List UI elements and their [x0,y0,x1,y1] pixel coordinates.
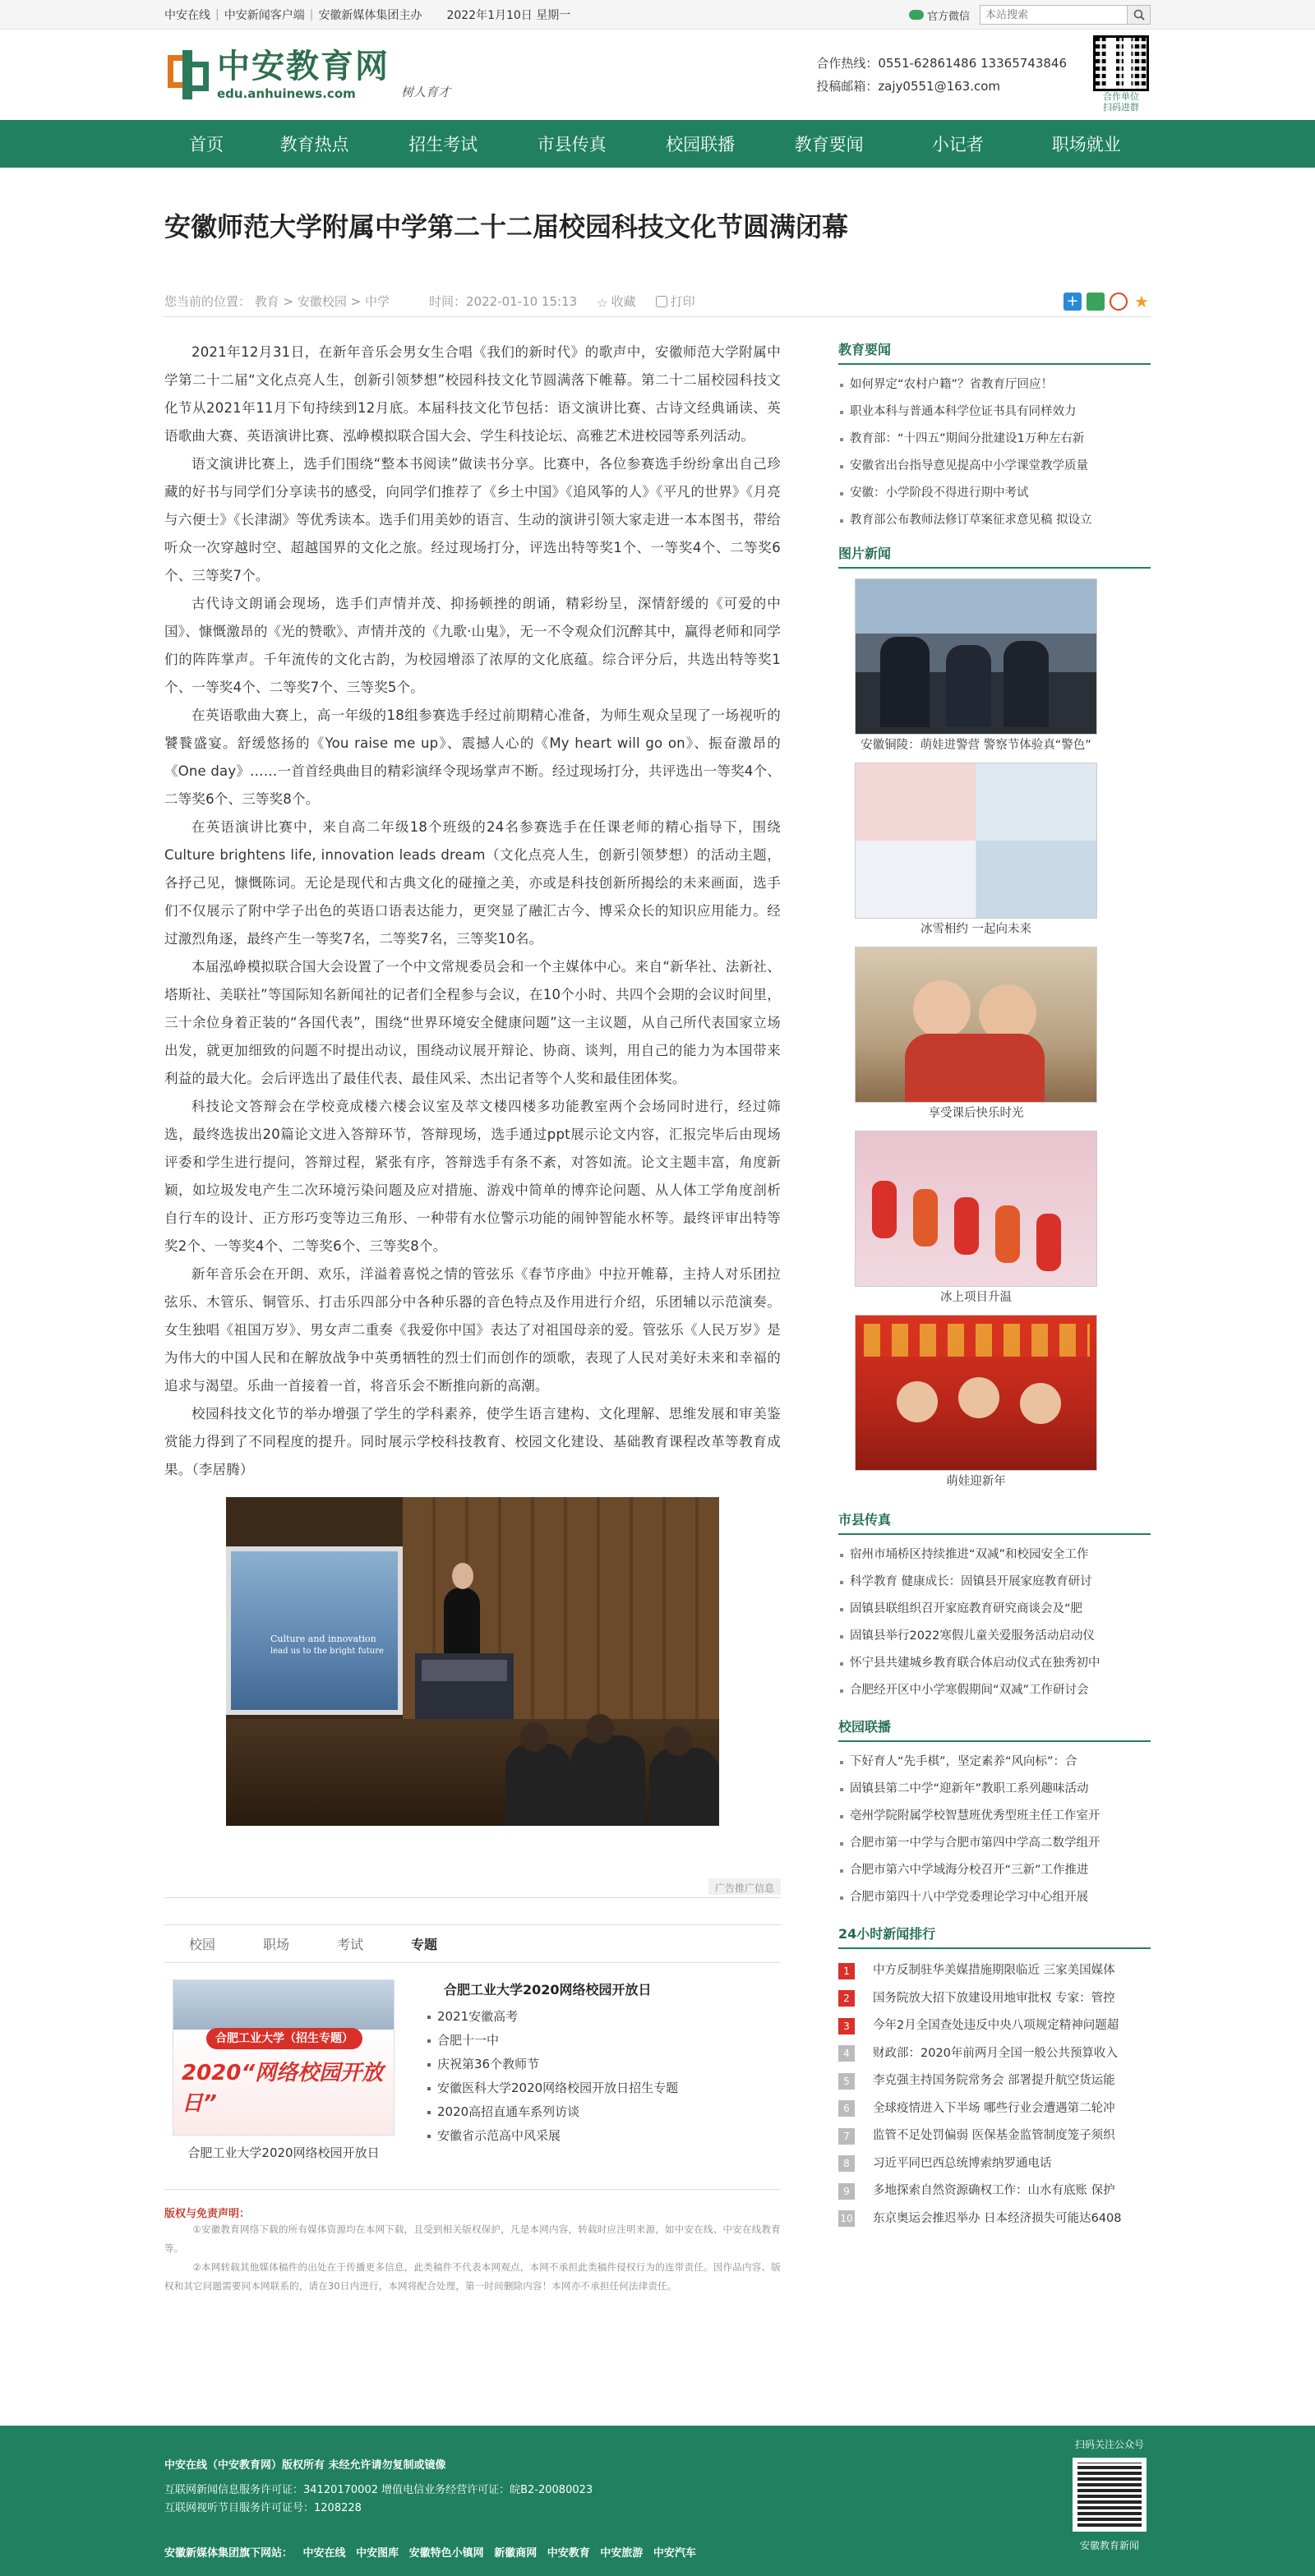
copyright-title: 版权与免责声明： [164,2208,251,2220]
wechat-link[interactable] [909,7,970,23]
list-item[interactable]: 科学教育 健康成长：固镇县开展家庭教育研讨 [838,1569,1151,1596]
hotline: 合作热线：0551-62861486 13365743846 [816,56,1067,71]
rank-item[interactable] [838,2040,1151,2068]
logo-cn: 中安教育网 [217,47,390,85]
rank-number: 9 [838,2183,855,2200]
section-title-yaowen[interactable]: 教育要闻 [838,342,892,357]
footer-link[interactable]: 中安教育 [547,2547,590,2560]
photo-news-item[interactable] [855,947,1097,1124]
top-links: 中安在线 | 中安新闻客户端 | 安徽新媒体集团主办 2022年1月10日 星期一 [164,8,571,22]
nav-home[interactable]: 首页 [189,135,224,154]
photo-caption[interactable]: 安徽铜陵：萌娃进警营 警察节体验真“警色” [861,739,1091,752]
main-nav [0,120,1315,168]
header-qr [1091,35,1151,114]
top-bar [0,0,1315,30]
rank-item[interactable] [838,2095,1151,2123]
special-image-title: 2020“网络校园开放日” [182,2061,384,2116]
rank-title[interactable]: 财政部：2020年前两月全国一般公共预算收入 [873,2046,1118,2060]
list-item[interactable]: 固镇县举行2022寒假儿童关爱服务活动启动仪 [838,1623,1151,1650]
list-item[interactable]: 安徽：小学阶段不得进行期中考试 [838,480,1151,507]
photo-caption[interactable]: 冰雪相约 一起向未来 [920,923,1032,936]
photo-news-item[interactable] [855,578,1097,756]
photo-ice[interactable] [855,763,1097,919]
site-logo[interactable] [168,48,450,101]
list-item[interactable]: 合肥十一中 [427,2029,678,2053]
topic-tabs [164,1925,781,1963]
collect-button[interactable]: ☆ 收藏 [597,293,636,311]
search-button[interactable] [1128,5,1151,25]
share-wechat-icon[interactable] [1087,293,1105,311]
special-feature[interactable] [173,1979,394,2161]
rank-item[interactable] [838,2012,1151,2040]
list-item[interactable]: 教育部公布教师法修订草案征求意见稿 拟设立 [838,507,1151,534]
list-item[interactable]: 安徽省出台指导意见提高中小学课堂教学质量 [838,453,1151,480]
speaker-figure [444,1588,480,1653]
article-paragraph: 校园科技文化节的举办增强了学生的学科素养，使学生语言建构、文化理解、思维发展和审美鉴赏能力得到了不同程度的提升。同时展示学校科技教育、校园文化建设、基础教育课程改革等教育成果。（李居腾） [164,1406,781,1477]
article-body [164,339,781,2296]
article-paragraph: 科技论文答辩会在学校竟成楼六楼会议室及萃文楼四楼多功能教室两个会场同时进行，经过筛选，最终选拔出20篇论文进入答辩环节，答辩现场，选手通过ppt展示论文内容，汇报完毕后由现场评委和学生进行提问，答辩过程，紧张有序，答辩选手有条不紊，对答如流。论文主题丰富，角度新颖，如垃圾发电产生二次环境污染问题及应对措施、游戏中简单的博弈论问题、从人体工学角度剖析自行车的设计、正方形巧变等边三角形、一种带有水位警示功能的闹钟智能水杯等。最终评审出特等奖2个、一等奖4个、二等奖6个、三等奖8个。 [164,1099,781,1254]
photo-caption[interactable]: 冰上项目升温 [940,1291,1012,1304]
yaowen-list [838,371,1151,534]
publish-time: 时间：2022-01-10 15:13 [428,294,578,309]
ad-tag [164,1878,781,1898]
nav-hot[interactable]: 教育热点 [279,135,349,154]
footer-qr [1068,2437,1151,2552]
rank-item[interactable] [838,2150,1151,2178]
article-paragraph: 在英语歌曲大赛上，高一年级的18组参赛选手经过前期精心准备，为师生观众呈现了一场视听的饕餮盛宴。舒缓悠扬的《You raise me up》、震撼人心的《My heart will go on》、振奋激昂的《One day》……一首首经典曲目的精彩演绎令现场掌声不断。经过现场打分，共评选出一等奖4个、二等奖6个、三等奖8个。 [164,707,781,807]
article-paragraph: 在英语演讲比赛中，来自高二年级18个班级的24名参赛选手在任课老师的精心指导下，围绕Culture brightens life, innovation leads dream（文化点亮人生，创新引领梦想）的活动主题，各抒己见，慷慨陈词。无论是现代和古典文化的碰撞之美，亦或是科技创新所揭绘的未来画面，选手们不仅展示了附中学子出色的英语口语表达能力，更突显了融汇古今、博采众长的知识应用能力。经过激烈角逐，最终产生一等奖7名，二等奖7名，三等奖10名。 [164,819,781,947]
photo-kids[interactable] [855,947,1097,1103]
contact-info [816,52,1067,98]
logo-slogan: 树人育才 [401,84,451,99]
special-list [427,1979,678,2161]
rank-title[interactable]: 国务院放大招下放建设用地审批权 专家：管控 [873,1991,1115,2005]
rank-title[interactable]: 全球疫情进入下半场 哪些行业会遭遇第二轮冲 [873,2101,1115,2115]
list-item[interactable]: 固镇县联组织召开家庭教育研究商谈会及“肥 [838,1596,1151,1623]
list-item[interactable]: 怀宁县共建城乡教育联合体启动仪式在独秀初中 [838,1650,1151,1677]
list-item[interactable]: 固镇县第二中学“迎新年”教职工系列趣味活动 [838,1776,1151,1803]
ad-tag-label: 广告推广信息 [708,1878,781,1895]
nav-reporter[interactable]: 小记者 [931,135,984,154]
rank-title[interactable]: 东京奥运会推迟举办 日本经济损失可能达6408 [873,2211,1122,2225]
logo-mark-icon [168,50,209,99]
footer-links [164,2544,703,2560]
logo-en: edu.anhuinews.com [217,86,356,101]
list-item[interactable]: 职业本科与普通本科学位证书具有同样效力 [838,399,1151,426]
list-item[interactable]: 宿州市埇桥区持续推进“双减”和校园安全工作 [838,1541,1151,1569]
article-meta [164,286,1151,317]
rank-item[interactable] [838,1957,1151,1985]
search-input[interactable] [980,5,1128,25]
nav-news[interactable]: 教育要闻 [794,135,864,154]
special-heading[interactable]: 合肥工业大学2020网络校园开放日 [444,1982,652,1998]
photo-news-item[interactable] [855,1315,1097,1492]
star-icon: ☆ [597,295,608,311]
footer-links-label: 安徽新媒体集团旗下网站： [164,2547,293,2560]
screen-text-1: Culture and innovation [270,1634,376,1644]
screen-text-2: lead us to the bright future [270,1647,384,1656]
qr-caption-2: 扫码进群 [1103,102,1139,113]
share-plus-icon[interactable]: + [1064,293,1082,311]
nav-campus[interactable]: 校园联播 [666,135,736,154]
sidebar-section-header [838,1509,1151,1535]
top-link-zhongan[interactable]: 中安在线 [164,9,210,22]
sidebar-section-header [838,339,1151,365]
photo-newyear[interactable] [855,1315,1097,1471]
list-item[interactable]: 庆祝第36个教师节 [427,2053,678,2076]
email: 投稿邮箱：zajy0551@163.com [816,79,1001,94]
sidebar-section-header [838,1716,1151,1742]
footer-license-2: 互联网视听节目服务许可证号：1208228 [164,2502,362,2514]
article-paragraph: 语文演讲比赛上，选手们围绕“整本书阅读”做读书分享。比赛中，各位参赛选手纷纷拿出自己珍藏的好书与同学们分享读书的感受，向同学们推荐了《乡土中国》《追风筝的人》《平凡的世界》《月亮与六便士》《长津湖》等优秀读本。选手们用美妙的语言、生动的演讲引领大家走进一本本图书，带给听众一次穿越时空、超越国界的文化之旅。经过现场打分，评选出特等奖1个、一等奖4个、二等奖6个、三等奖7个。 [164,456,781,583]
rank-number: 10 [838,2210,855,2227]
list-item[interactable]: 亳州学院附属学校智慧班优秀型班主任工作室开 [838,1803,1151,1830]
rank-item[interactable] [838,1985,1151,2013]
print-button[interactable]: 打印 [656,293,695,310]
list-item[interactable]: 2021安徽高考 [427,2005,678,2029]
article-photo [226,1497,719,1826]
rank-list [838,1957,1151,2233]
nav-exam[interactable]: 招生考试 [408,135,478,154]
tab-career[interactable]: 职场 [263,1937,290,1952]
photo-caption[interactable]: 萌娃迎新年 [946,1475,1006,1488]
list-item[interactable]: 合肥市第四十八中学党委理论学习中心组开展 [838,1884,1151,1911]
rank-number: 4 [838,2045,855,2062]
share-favorite-icon[interactable]: ★ [1134,291,1149,311]
copyright-p2: ②本网转载其他媒体稿件的出处在于传播更多信息，此类稿件不代表本网观点，本网不承担此类稿件侵权行为的连带责任。因作品内容、版权和其它问题需要同本网联系的，请在30日内进行，本网将配合处理，第一时间删除内容！本网亦不承担任何法律责任。 [164,2261,781,2292]
top-link-client[interactable]: 中安新闻客户端 [224,9,305,22]
rank-title[interactable]: 李克强主持国务院常务会 部署提升航空货运能 [873,2074,1115,2087]
topic-box [164,1924,781,2169]
share-buttons [1064,293,1151,311]
special-image-badge: 合肥工业大学（招生专题） [206,2028,362,2049]
printer-icon [656,296,667,307]
lianbo-list [838,1749,1151,1911]
rank-number: 7 [838,2128,855,2145]
footer-link[interactable]: 中安图库 [356,2547,399,2560]
photo-news-item[interactable] [855,763,1097,940]
special-image[interactable] [173,1979,394,2136]
sidebar-section-header [838,1923,1151,1949]
search-icon [1133,9,1145,21]
top-link-group[interactable]: 安徽新媒体集团主办 [318,9,422,22]
rank-number: 2 [838,1990,855,2007]
list-item[interactable]: 合肥市第一中学与合肥市第四中学高二数学组开 [838,1830,1151,1857]
wechat-icon [909,10,924,20]
sidebar-section-header [838,542,1151,569]
rank-number: 8 [838,2155,855,2172]
rank-item[interactable] [838,2067,1151,2095]
list-item[interactable]: 下好育人“先手棋”，坚定素养“风向标”：合 [838,1749,1151,1776]
rank-title[interactable]: 监管不足处罚偏弱 医保基金监管制度笼子须织 [873,2129,1115,2142]
rank-number: 1 [838,1963,855,1979]
section-title-pics[interactable]: 图片新闻 [838,546,892,561]
rank-number: 5 [838,2073,855,2090]
list-item[interactable]: 合肥市第六中学域海分校召开“三新”工作推进 [838,1857,1151,1884]
section-title-shixian[interactable]: 市县传真 [838,1512,892,1528]
wechat-label: 官方微信 [926,10,970,23]
shixian-list [838,1541,1151,1704]
list-item[interactable]: 合肥经开区中小学寒假期间“双减”工作研讨会 [838,1677,1151,1704]
qr-caption-1: 合作单位 [1103,91,1139,102]
article-paragraph: 新年音乐会在开朗、欢乐，洋溢着喜悦之情的管弦乐《春节序曲》中拉开帷幕，主持人对乐团拉弦乐、木管乐、铜管乐、打击乐四部分中各种乐器的音色特点及作用进行介绍，乐团辅以示范演奏。女生独唱《祖国万岁》、男女声二重奏《我爱你中国》表达了对祖国母亲的爱。管弦乐《人民万岁》是为伟大的中国人民和在解放战争中英勇牺牲的烈士们而创作的颂歌，表现了人民对美好未来和幸福的追求与渴望。乐曲一首接着一首，将音乐会不断推向新的高潮。 [164,1266,781,1394]
section-title-rank[interactable]: 24小时新闻排行 [838,1926,936,1942]
tab-exam[interactable]: 考试 [337,1937,364,1952]
article-paragraph: 2021年12月31日，在新年音乐会男女生合唱《我们的新时代》的歌声中，安徽师范大学附属中学第二十二届“文化点亮人生，创新引领梦想”校园科技文化节圆满落下帷幕。第二十二届校园科技文化节从2021年11月下旬持续到12月底。本届科技文化节包括：语文演讲比赛、古诗文经典诵读、英语歌曲大赛、英语演讲比赛、泓峥模拟联合国大会、学生科技论坛、高雅艺术进校园等系列活动。 [164,344,781,444]
photo-caption[interactable]: 享受课后快乐时光 [928,1107,1024,1120]
rank-item[interactable] [838,2205,1151,2233]
footer-link[interactable]: 新徽商网 [494,2547,538,2560]
rank-title[interactable]: 多地探索自然资源确权工作：山水有底账 保护 [873,2184,1115,2197]
projector-screen [226,1546,403,1715]
top-date: 2022年1月10日 星期一 [446,9,571,22]
photo-news-item[interactable] [855,1131,1097,1308]
list-item[interactable]: 安徽医科大学2020网络校园开放日招生专题 [427,2076,678,2100]
footer-link[interactable]: 中安在线 [302,2547,346,2560]
nav-county[interactable]: 市县传真 [537,135,607,154]
article-title: 安徽师范大学附属中学第二十二届校园科技文化节圆满闭幕 [164,211,849,242]
list-item[interactable]: 2020高招直通车系列访谈 [427,2100,678,2124]
site-header [0,30,1315,120]
copyright-p1: ①安徽教育网络下载的所有媒体资源均在本网下载，且受到相关版权保护，凡是本网内容，转载时应注明来源，如中安在线、中安在线教育等。 [164,2223,781,2254]
photo-skating[interactable] [855,1131,1097,1287]
site-footer [0,2426,1315,2576]
breadcrumb[interactable]: 您当前的位置： 教育 > 安徽校园 > 中学 [164,294,390,309]
special-caption[interactable]: 合肥工业大学2020网络校园开放日 [187,2145,380,2160]
copyright-notice [164,2189,781,2296]
footer-qr-caption: 安徽教育新闻 [1079,2540,1139,2551]
footer-qr-title: 扫码关注公众号 [1074,2439,1144,2450]
sidebar [838,339,1151,2296]
rank-title[interactable]: 习近平同巴西总统博索纳罗通电话 [873,2156,1052,2170]
rank-number: 3 [838,2018,855,2035]
tab-campus[interactable]: 校园 [189,1937,216,1952]
footer-link[interactable]: 中安汽车 [653,2547,696,2560]
rank-title[interactable]: 今年2月全国查处违反中央八项规定精神问题超 [873,2019,1119,2032]
qr-code-icon [1093,35,1149,91]
rank-item[interactable] [838,2177,1151,2205]
list-item[interactable]: 如何界定“农村户籍”？省教育厅回应！ [838,371,1151,399]
rank-item[interactable] [838,2122,1151,2150]
search-box [980,5,1151,25]
photo-police[interactable] [855,578,1097,735]
list-item[interactable]: 安徽省示范高中风采展 [427,2124,678,2148]
rank-number: 6 [838,2100,855,2117]
article-paragraph: 古代诗文朗诵会现场，选手们声情并茂、抑扬顿挫的朗诵，精彩纷呈，深情舒缓的《可爱的中国》、慷慨激昂的《光的赞歌》、声情并茂的《九歌·山鬼》，无一不令观众们沉醉其中，赢得老师和同学们的阵阵掌声。千年流传的文化古韵，为校园增添了浓厚的文化底蕴。综合评分后，共选出特等奖1个、一等奖4个、二等奖7个、三等奖5个。 [164,596,781,695]
section-title-lianbo[interactable]: 校园联播 [838,1719,892,1735]
nav-career[interactable]: 职场就业 [1051,135,1121,154]
footer-copyright: 中安在线（中安教育网）版权所有 未经允许请勿复制或镜像 [164,2459,446,2472]
rank-title[interactable]: 中方反制驻华美媒措施期限临近 三家美国媒体 [873,1964,1115,1977]
article-paragraph: 本届泓峥模拟联合国大会设置了一个中文常规委员会和一个主媒体中心。来自“新华社、法新社、塔斯社、美联社”等国际知名新闻社的记者们全程参与会议，在10个小时、共四个会期的会议时间里，三十余位身着正装的“各国代表”，围绕“世界环境安全健康问题”这一主议题，从自己所代表国家立场出发，就更加细致的问题不时提出动议，围绕动议展开辩论、协商、谈判，用自己的能力为本国带来利益的最大化。会后评选出了最佳代表、最佳风采、杰出记者等个人奖和最佳团体奖。 [164,959,781,1086]
photo-news [838,578,1151,1492]
list-item[interactable]: 教育部：“十四五”期间分批建设1万种左右新 [838,426,1151,453]
footer-license-1: 互联网新闻信息服务许可证：34120170002 增值电信业务经营许可证：皖B2-20080023 [164,2484,593,2496]
share-weibo-icon[interactable] [1110,293,1128,311]
footer-link[interactable]: 安徽特色小镇网 [408,2547,484,2560]
footer-link[interactable]: 中安旅游 [600,2547,644,2560]
tab-special[interactable]: 专题 [411,1937,438,1952]
qr-code-icon [1073,2458,1147,2532]
